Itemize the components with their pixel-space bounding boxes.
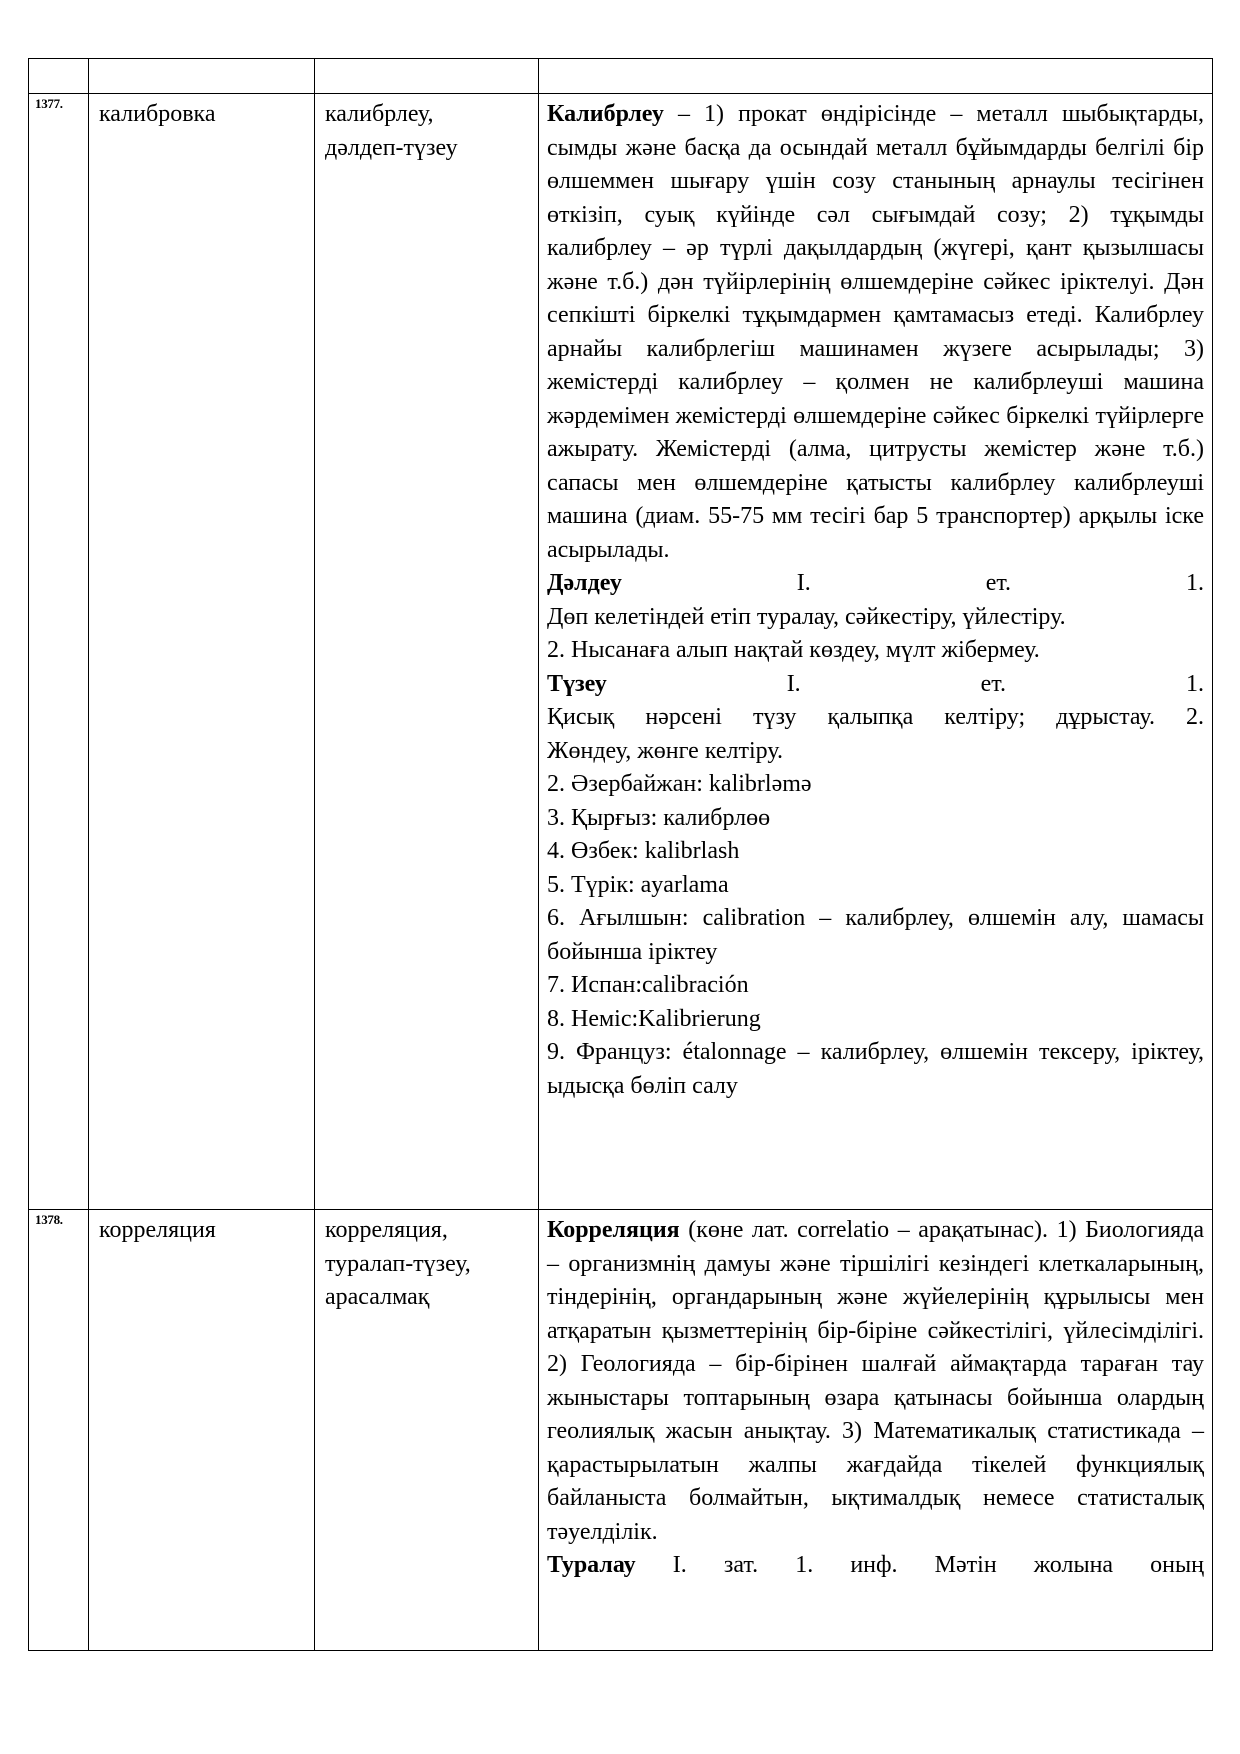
definition-cell	[539, 1210, 1213, 1651]
subentry-heading	[547, 567, 1204, 601]
kazakh-term	[315, 1210, 538, 1315]
definition-body: (көне лат. correlatio – арақатынас). 1) Биологияда – организмнің дамуы және тіршілігі кезіндегі клеткаларының, тіндерінің, органдарының және жүйелерінің құрылысы мен атқаратын қызметтерінің бір-біріне сәйкестілігі, үйлесімділігі. 2) Геологияда – бір-бірінен шалғай аймақтарда тараған тау жыныстары топтарының өзара қатынасы бойынша олардың геолиялық жасын анықтау. 3) Математикалық статистикада – қарастырылатын жалпы жағдайда тікелей функциялық байланыста болмайтын, ықтималдық немесе статисталық тәуелділік.	[547, 1217, 1204, 1545]
entry-number: 1378.	[35, 1212, 63, 1227]
entry-number-cell	[29, 94, 89, 1210]
headword: Калибрлеу	[547, 101, 664, 127]
russian-term-cell	[89, 1210, 315, 1651]
definition-paragraph	[547, 1549, 1204, 1583]
definition-line: Қисық нәрсені түзу қалыпқа келтіру; дұрыстау. 2.	[547, 704, 1204, 730]
header-cell-number	[29, 59, 89, 94]
sense-number: 1.	[1185, 570, 1204, 596]
translation-line: 4. Өзбек: kalibrlash	[547, 838, 740, 864]
grammar-mark: І.	[786, 670, 801, 697]
definition-paragraph	[547, 1214, 1204, 1549]
definition-body: І. зат. 1. инф. Мәтін жолына оның	[635, 1552, 1204, 1578]
headword: Корреляция	[547, 1217, 680, 1243]
grammar-mark: ет.	[980, 670, 1006, 697]
translation-line: 7. Испан:calibración	[547, 972, 749, 998]
definition-text	[539, 1210, 1212, 1583]
definition-paragraph	[547, 98, 1204, 567]
translation-line: 9. Француз: étalonnage – калибрлеу, өлшемін тексеру, іріктеу, ыдысқа бөліп салу	[547, 1039, 1204, 1099]
definition-line: Жөндеу, жөнге келтіру.	[547, 737, 783, 764]
kazakh-term-line: дәлдеп-түзеу	[325, 134, 458, 161]
russian-term: корреляция	[99, 1217, 216, 1243]
kazakh-term-cell	[315, 94, 539, 1210]
table-row	[29, 94, 1213, 1210]
dictionary-page	[28, 58, 1212, 1651]
headword: Туралау	[547, 1552, 636, 1578]
dictionary-table	[28, 58, 1213, 1651]
kazakh-term-line: арасалмақ	[325, 1284, 430, 1310]
translation-line: 6. Ағылшын: calibration – калибрлеу, өлшемін алу, шамасы бойынша іріктеу	[547, 905, 1204, 965]
table-row	[29, 1210, 1213, 1651]
kazakh-term-line: корреляция,	[325, 1217, 448, 1243]
sense-number: 1.	[1185, 670, 1204, 697]
russian-term: калибровка	[99, 101, 216, 127]
grammar-mark: ет.	[985, 570, 1012, 596]
definition-line: 2. Нысанаға алып нақтай көздеу, мүлт жібермеу.	[547, 637, 1040, 663]
header-cell-russian	[89, 59, 315, 94]
kazakh-term-cell	[315, 1210, 539, 1651]
entry-number: 1377.	[35, 96, 63, 111]
header-cell-kazakh	[315, 59, 539, 94]
headword: Дәлдеу	[547, 570, 622, 596]
kazakh-term	[315, 94, 538, 165]
translation-line: 5. Түрік: ayarlama	[547, 871, 729, 898]
translation-line: 2. Әзербайжан: kalibrləmə	[547, 771, 812, 797]
translation-line: 3. Қырғыз: калибрлөө	[547, 804, 771, 831]
russian-term-cell	[89, 94, 315, 1210]
header-cell-definition	[539, 59, 1213, 94]
headword: Түзеу	[547, 670, 607, 697]
definition-body: – 1) прокат өндірісінде – металл шыбықтарды, сымды және басқа да осындай металл бұйымдарды белгілі бір өлшеммен шығару үшін созу станының арнаулы тесігінен өткізіп, суық күйінде сәл сығымдай созу; 2) тұқымды калибрлеу – әр түрлі дақылдардың (жүгері, қант қызылшасы және т.б.) дән түйірлерінің өлшемдеріне сәйкес іріктелуі. Дән сепкішті біркелкі тұқымдармен қамтамасыз етеді. Калибрлеу арнайы калибрлегіш машинамен жүзеге асырылады; 3) жемістерді калибрлеу – қолмен не калибрлеуші машина жәрдемімен жемістерді өлшемдеріне сәйкес біркелкі түйірлерге ажырату. Жемістерді (алма, цитрусты жемістер және т.б.) сапасы мен өлшемдеріне қатысты калибрлеу калибрлеуші машина (диам. 55-75 мм тесігі бар 5 транспортер) арқылы іске асырылады.	[547, 101, 1204, 563]
grammar-mark: І.	[796, 570, 811, 596]
definition-text	[539, 94, 1212, 1103]
translation-line: 8. Неміс:Kalibrierung	[547, 1005, 761, 1032]
kazakh-term-line: туралап-түзеу,	[325, 1250, 471, 1277]
definition-cell	[539, 94, 1213, 1210]
kazakh-term-line: калибрлеу,	[325, 101, 434, 127]
subentry-heading	[547, 668, 1204, 702]
entry-number-cell	[29, 1210, 89, 1651]
definition-line: Дөп келетіндей етіп туралау, сәйкестіру, үйлестіру.	[547, 603, 1066, 630]
header-row	[29, 59, 1213, 94]
